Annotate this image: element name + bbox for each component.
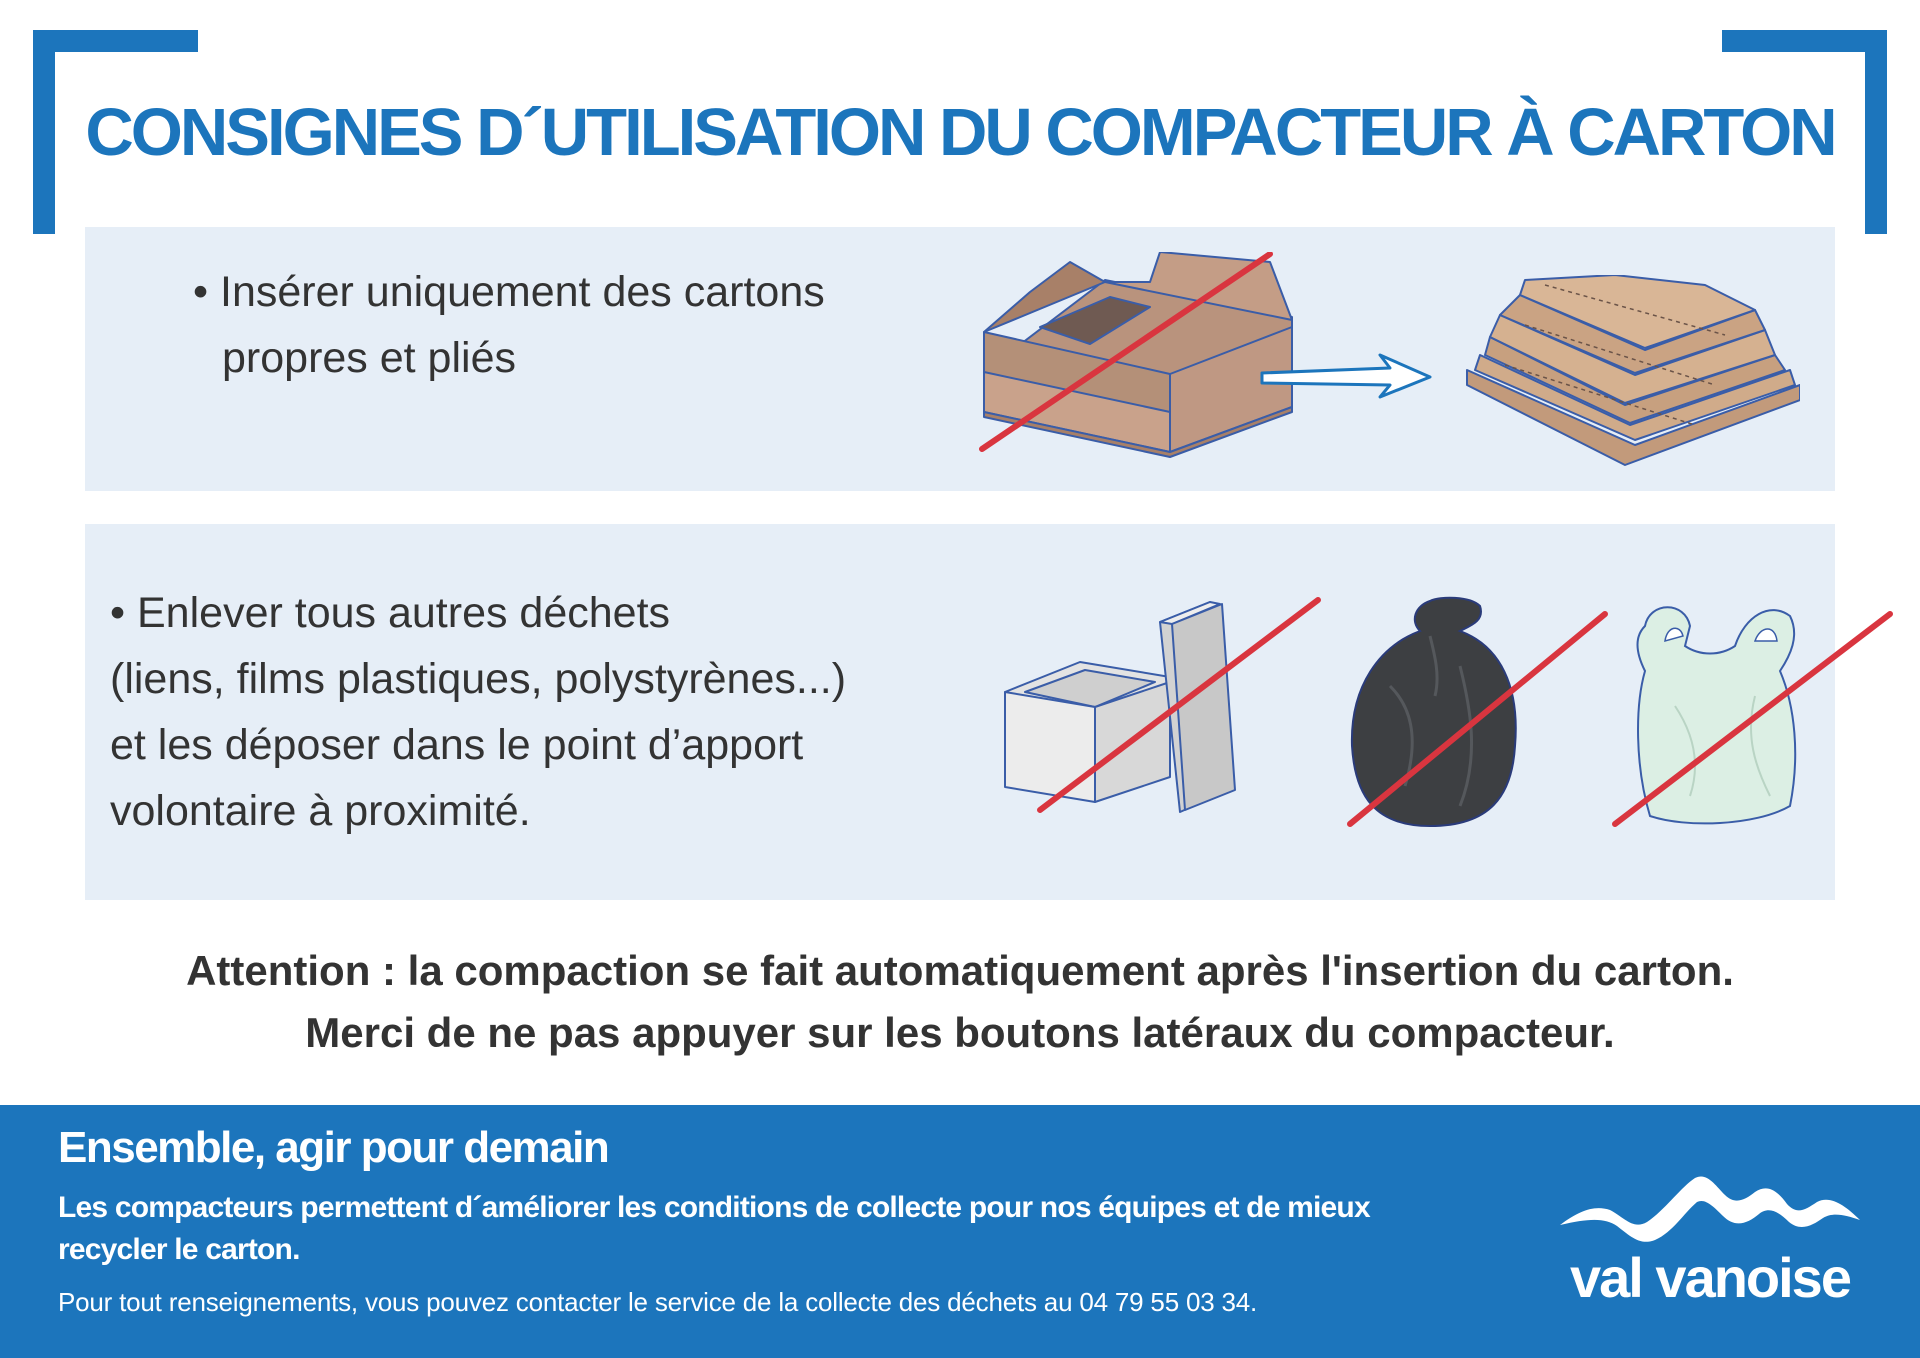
footer-contact: Pour tout renseignements, vous pouvez contacter le service de la collecte des déchets au 04 79 55 03 34. [58, 1287, 1258, 1317]
instruction-line: volontaire à proximité. [110, 787, 531, 835]
footer-body: Les compacteurs permettent d´améliorer les conditions de collecte pour nos équipes et de mieux recycler le carton. [58, 1191, 1370, 1266]
footer-title: Ensemble, agir pour demain [58, 1123, 609, 1172]
footer-banner [0, 1105, 1920, 1358]
instruction-line: et les déposer dans le point d’apport [110, 721, 804, 769]
instruction-line: propres et pliés [222, 334, 516, 382]
instruction-line: (liens, films plastiques, polystyrènes...) [110, 655, 847, 703]
flattened-cardboard-icon [1465, 275, 1800, 475]
polystyrene-box-crossed-icon [1000, 592, 1330, 832]
right-arrow-icon [1260, 347, 1440, 407]
mountains-logo-icon [1555, 1170, 1865, 1250]
plastic-bag-crossed-icon [1605, 596, 1895, 831]
attention-line: Merci de ne pas appuyer sur les boutons latéraux du compacteur. [305, 1009, 1615, 1056]
instruction-text-other-waste [110, 580, 846, 844]
brand-name: val vanoise [1570, 1246, 1850, 1309]
instruction-line: • Enlever tous autres déchets [110, 589, 671, 637]
attention-notice [0, 940, 1920, 1064]
instruction-text-cartons [193, 259, 825, 391]
instruction-panel-cartons [85, 227, 1835, 491]
attention-line: Attention : la compaction se fait automatiquement après l'insertion du carton. [186, 947, 1734, 994]
page-title: CONSIGNES D´UTILISATION DU COMPACTEUR À CARTON [85, 95, 1835, 170]
instruction-panel-other-waste [85, 524, 1835, 900]
instruction-line: • Insérer uniquement des cartons [193, 268, 825, 316]
trash-bag-crossed-icon [1320, 596, 1610, 831]
